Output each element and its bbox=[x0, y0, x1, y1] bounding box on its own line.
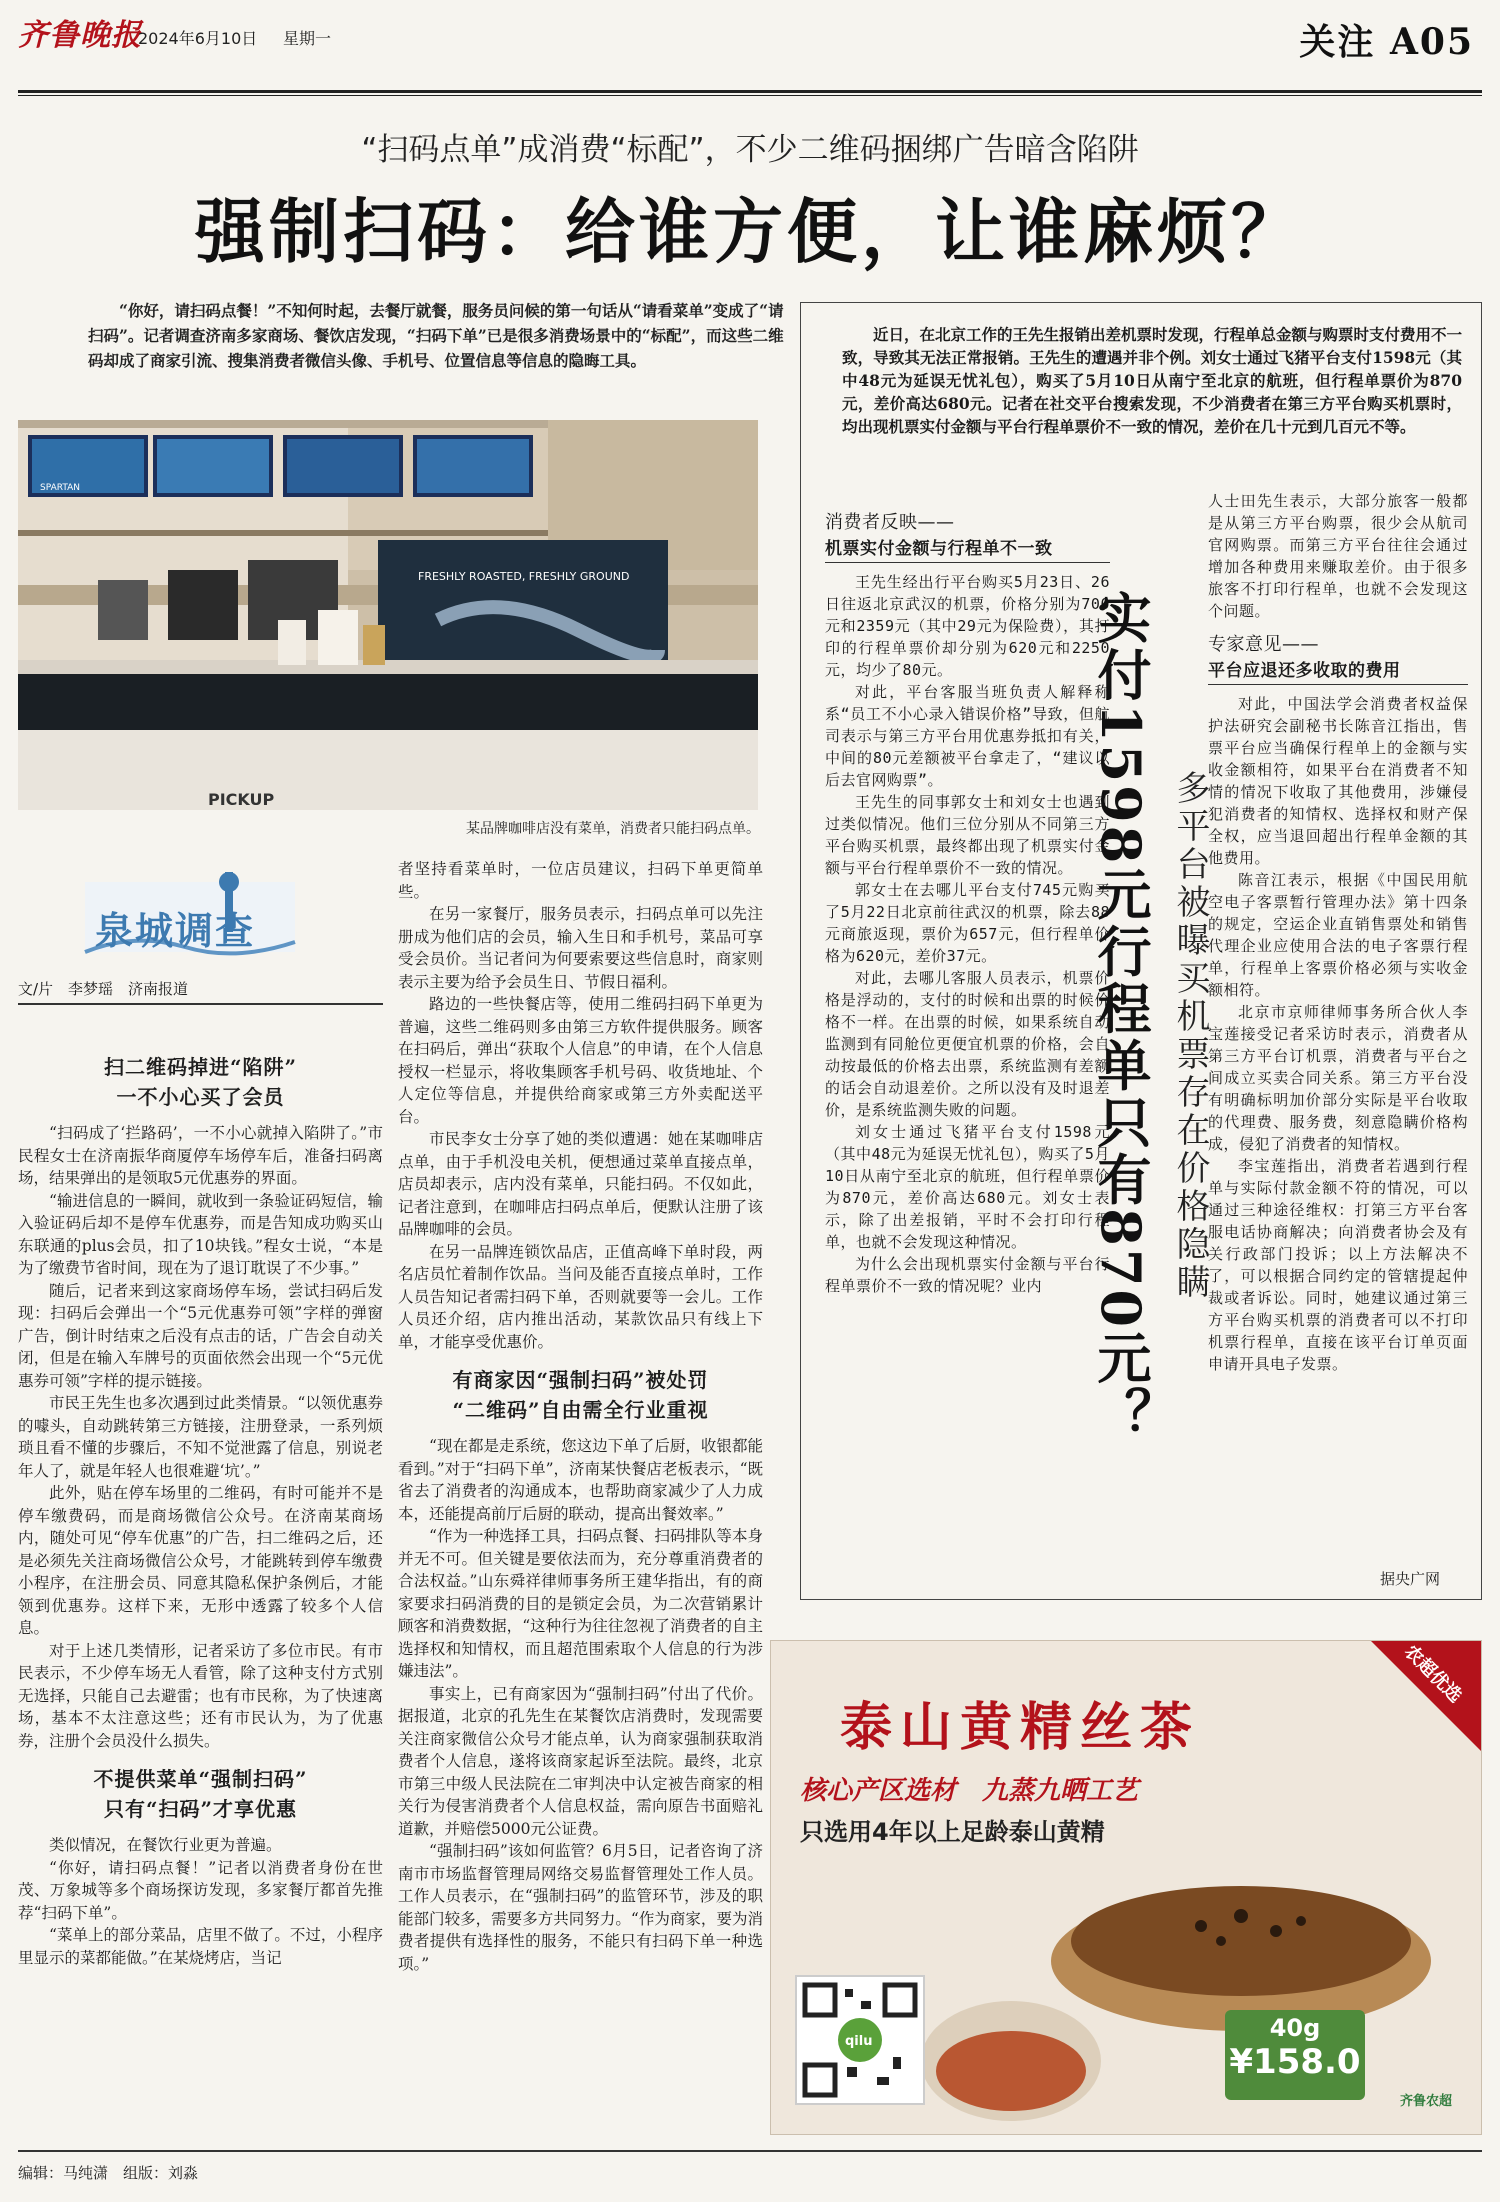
article-source: 据央广网 bbox=[1380, 1570, 1441, 1588]
paragraph: “作为一种选择工具，扫码点餐、扫码排队等本身并无不可。但关键是要依法而为，充分尊重消费者的合法权益。”山东舜祥律师事务所王建华指出，有的商家要求扫码消费的目的是锁定会员，为二次营销累计顾客和消费数据，“这种行为往往忽视了消费者的自主选择权和知情权，而且超范围索取个人信息的行为涉嫌违法”。 bbox=[398, 1527, 763, 1680]
sidebar-vertical-subtitle: 多平台被曝买机票存在价格隐瞒 bbox=[1170, 770, 1210, 1302]
paragraph: 为什么会出现机票实付金额与平台行程单票价不一致的情况呢？业内 bbox=[825, 1255, 1110, 1295]
qr-code[interactable] bbox=[795, 1975, 925, 2105]
header-rule-thin bbox=[18, 95, 1482, 96]
paragraph: 事实上，已有商家因为“强制扫码”付出了代价。据报道，北京的孔先生在某餐饮店消费时，发现需要关注商家微信公众号才能点单，认为商家强制获取消费者个人信息，遂将该商家起诉至法院。最终，北京市第三中级人民法院在二审判决中认定被告商家的相关行为侵害消费者个人信息权益，需向原告书面赔礼道歉，并赔偿5000元公证费。 bbox=[398, 1684, 763, 1838]
sidebar-column-1 bbox=[825, 510, 1110, 1297]
masthead bbox=[18, 10, 1482, 84]
ad-weight: 40g bbox=[1269, 2014, 1321, 2042]
section-name: 关注 bbox=[1299, 21, 1376, 63]
article-column-2 bbox=[398, 858, 763, 1975]
paragraph: 陈音江表示，根据《中国民用航空电子客票暂行管理办法》第十四条的规定，空运企业直销售票处和销售代理企业应使用合法的电子客票行程单，行程单上客票价格必须与实收金额相符。 bbox=[1208, 871, 1468, 999]
footer-rule bbox=[18, 2150, 1482, 2152]
paragraph: 市民李女士分享了她的类似遭遇：她在某咖啡店点单，由于手机没电关机，便想通过菜单直接点单，店员却表示，店内没有菜单，只能扫码。不仅如此，记者注意到，在咖啡店扫码点单后，便默认注册了该品牌咖啡的会员。 bbox=[398, 1130, 763, 1238]
paragraph: 李宝莲指出，消费者若遇到行程单与实际付款金额不符的情况，可以通过三种途径维权：打第三方平台客服电话协商解决；向消费者协会及有关行政部门投诉；以上方法解决不了，可以根据合同约定的管辖提起仲裁或者诉讼。同时，她建议通过第三方平台购买机票的消费者可以不打印机票行程单，直接在该平台订单页面申请开具电子发票。 bbox=[1208, 1157, 1468, 1373]
paragraph: 王先生的同事郭女士和刘女士也遇到过类似情况。他们三位分别从不同第三方平台购买机票，最终都出现了机票实付金额与平台行程单票价不一致的情况。 bbox=[825, 793, 1110, 877]
ad-subtagline: 只选用4年以上足龄泰山黄精 bbox=[800, 1818, 1105, 1846]
paragraph: 者坚持看菜单时，一位店员建议，扫码下单更简单些。 bbox=[398, 860, 763, 901]
photo-caption: 某品牌咖啡店没有菜单，消费者只能扫码点单。 bbox=[466, 821, 760, 837]
coffee-shop-illustration bbox=[18, 420, 758, 810]
ad-tagline: 核心产区选材 九蒸九晒工艺 bbox=[800, 1776, 1139, 1806]
editor-credit: 编辑：马纯潇 组版：刘淼 bbox=[18, 2164, 199, 2182]
paragraph: “现在都是走系统，您这边下单了后厨，收银都能看到。”对于“扫码下单”，济南某快餐店老板表示，“既省去了消费者的沟通成本，也帮助商家减少了人力成本，还能提高前厅后厨的联动，提高出餐效率。” bbox=[398, 1437, 763, 1523]
paragraph: 市民王先生也多次遇到过此类情景。“以领优惠券的噱头，自动跳转第三方链接，注册登录，一系列烦琐且看不懂的步骤后，不知不觉泄露了信息，别说老年人了，就是年轻人也很难避‘坑’。” bbox=[18, 1394, 383, 1480]
paragraph: “输进信息的一瞬间，就收到一条验证码短信，输入验证码后却不是停车优惠券，而是告知成功购买山东联通的plus会员，扣了10块钱。”程女士说，“本是为了缴费节省时间，现在为了退订耽误了不少事。” bbox=[18, 1191, 383, 1277]
paragraph: “你好，请扫码点餐！”记者以消费者身份在世茂、万象城等多个商场探访发现，多家餐厅都首先推荐“扫码下单”。 bbox=[18, 1858, 383, 1922]
paragraph: “扫码成了‘拦路码’，一不小心就掉入陷阱了。”市民程女士在济南振华商厦停车场停车后，准备扫码离场，结果弹出的是领取5元优惠券的界面。 bbox=[18, 1124, 383, 1187]
article-lead: “你好，请扫码点餐！”不知何时起，去餐厅就餐，服务员问候的第一句话从“请看菜单”变成了“请扫码”。记者调查济南多家商场、餐饮店发现，“扫码下单”已是很多消费场景中的“标配”，而这些二维码却成了商家引流、搜集消费者微信头像、手机号、位置信息等信息的隐晦工具。 bbox=[88, 301, 784, 370]
paragraph: 对此，中国法学会消费者权益保护法研究会副秘书长陈音江指出，售票平台应当确保行程单上的金额与实收金额相符，如果平台在消费者不知情的情况下收取了其他费用，涉嫌侵犯消费者的知情权、选择权和财产保全权，应当退回超出行程单金额的其他费用。 bbox=[1208, 695, 1468, 867]
section-label bbox=[1299, 14, 1474, 65]
issue-weekday: 星期一 bbox=[283, 29, 332, 48]
article-column-1 bbox=[18, 1040, 383, 1969]
paragraph: 郭女士在去哪儿平台支付745元购买了5月22日北京前往武汉的机票，除去88元商旅返现，票价为657元，但行程单价格为620元，差价37元。 bbox=[825, 881, 1110, 965]
ad-price-box bbox=[1225, 2010, 1365, 2100]
ad-corner-badge: 农超优选 bbox=[1400, 1641, 1466, 1707]
article-kicker: “扫码点单”成消费“标配”，不少二维码捆绑广告暗含陷阱 bbox=[361, 132, 1139, 168]
ad-price: ¥158.0 bbox=[1229, 2042, 1361, 2082]
paragraph: 此外，贴在停车场里的二维码，有时可能并不是停车缴费码，而是商场微信公众号。在济南某商场内，随处可见“停车优惠”的广告，扫二维码之后，还是必须先关注商场微信公众号，才能跳转到停车缴费小程序，在注册会员、同意其隐私保护条例后，才能领到优惠券。这样下来，无形中透露了较多个人信息。 bbox=[18, 1484, 383, 1637]
paragraph: 北京市京师律师事务所合伙人李宝莲接受记者采访时表示，消费者从第三方平台订机票，消费者与平台之间成立买卖合同关系。第三方平台没有明确标明加价部分实际是平台收取的代理费、服务费，刻意隐瞒价格构成，侵犯了消费者的知情权。 bbox=[1208, 1003, 1468, 1153]
subhead-3: 有商家因“强制扫码”被处罚 “二维码”自由需全行业重视 bbox=[452, 1368, 709, 1422]
qr-label: qilu bbox=[845, 2034, 873, 2049]
sidebar-intro: 近日，在北京工作的王先生报销出差机票时发现，行程单总金额与购票时支付费用不一致，导致其无法正常报销。王先生的遭遇并非个例。刘女士通过飞猪平台支付1598元（其中48元为延误无忧礼包），购买了5月10日从南宁至北京的航班，但行程单票价为870元，差价高达680元。记者在社交平台搜索发现，不少消费者在第三方平台购买机票时，均出现机票实付金额与平台行程单票价不一致的情况，差价在几十元到几百元不等。 bbox=[842, 325, 1463, 436]
sidebar-subkicker-1: 消费者反映—— bbox=[825, 512, 955, 533]
header-rule bbox=[18, 90, 1482, 93]
counter-label: PICKUP bbox=[208, 790, 275, 809]
ad-title: 泰山黄精丝茶 bbox=[840, 1697, 1201, 1758]
sidebar-vertical-title: 实付1598元行程单只有870元？ bbox=[1089, 590, 1153, 1445]
coffee-shop-photo bbox=[18, 420, 758, 810]
issue-date: 2024年6月10日 bbox=[138, 29, 258, 48]
paragraph: 对此，平台客服当班负责人解释称系“员工不小心录入错误价格”导致，但航司表示与第三方平台用优惠券抵扣有关，中间的80元差额被平台拿走了，“建议以后去官网购票”。 bbox=[825, 683, 1110, 789]
sidebar-subhead-1: 机票实付金额与行程单不一致 bbox=[825, 536, 1110, 563]
sidebar-subkicker-2: 专家意见—— bbox=[1208, 634, 1319, 655]
ad-brand: 齐鲁农超 bbox=[1400, 2094, 1453, 2109]
paragraph: 对此，去哪儿客服人员表示，机票价格是浮动的，支付的时候和出票的时候价格不一样。在出票的时候，如果系统自动监测到有同舱位更便宜机票的价格，会自动按最低的价格去出票，系统监测有差额的话会自动退差价。之所以没有及时退差价，是系统监测失败的问题。 bbox=[825, 969, 1110, 1119]
screen-brand: SPARTAN bbox=[40, 483, 81, 493]
paragraph: 刘女士通过飞猪平台支付1598元（其中48元为延误无忧礼包），购买了5月10日从南宁至北京的航班，但行程单票价为870元，差价高达680元。刘女士表示，除了出差报销，平时不会打印行程单，也就不会发现这种情况。 bbox=[825, 1123, 1110, 1251]
paragraph: 在另一品牌连锁饮品店，正值高峰下单时段，两名店员忙着制作饮品。当问及能否直接点单时，工作人员告知记者需扫码下单，否则就要等一会儿。工作人员还介绍，店内推出活动，某款饮品只有线上下单，才能享受优惠价。 bbox=[398, 1242, 763, 1351]
page-number: A05 bbox=[1389, 21, 1474, 63]
subhead-2: 不提供菜单“强制扫码” 只有“扫码”才享优惠 bbox=[93, 1767, 308, 1821]
paragraph: “强制扫码”该如何监管？6月5日，记者咨询了济南市市场监督管理局网络交易监督管理处工作人员。工作人员表示，在“强制扫码”的监管环节，涉及的职能部门较多，需要多方共同努力。“作为商家，要为消费者提供有选择性的服务，不能只有扫码下单一种选项。” bbox=[398, 1842, 763, 1973]
subhead-1: 扫二维码掉进“陷阱” 一不小心买了会员 bbox=[103, 1055, 297, 1109]
sidebar-subhead-2: 平台应退还多收取的费用 bbox=[1208, 658, 1468, 685]
paragraph: 随后，记者来到这家商场停车场，尝试扫码后发现：扫码后会弹出一个“5元优惠券可领”字样的弹窗广告，倒计时结束之后没有点击的话，广告会自动关闭，但是在输入车牌号的页面依然会出现一个“5元优惠券可领”字样的提示链接。 bbox=[18, 1281, 383, 1390]
sidebar-column-3 bbox=[1208, 490, 1468, 1375]
paragraph: 对于上述几类情形，记者采访了多位市民。有市民表示，不少停车场无人看管，除了这种支付方式别无选择，只能自己去避雷；也有市民称，为了快速离场，基本不太注意这些；还有市民认为，为了优惠券，注册个会员没什么损失。 bbox=[18, 1641, 383, 1750]
paragraph: 王先生经出行平台购买5月23日、26日往返北京武汉的机票，价格分别为700元和2359元（其中29元为保险费），其打印的行程单票价却分别为620元和2250元，均少了80元。 bbox=[825, 573, 1110, 679]
paragraph: 类似情况，在餐饮行业更为普遍。 bbox=[49, 1836, 282, 1854]
paragraph: “菜单上的部分菜品，店里不做了。不过，小程序里显示的菜都能做。”在某烧烤店，当记 bbox=[18, 1926, 383, 1967]
byline: 文/片 李梦瑶 济南报道 bbox=[18, 978, 383, 1005]
paragraph: 人士田先生表示，大部分旅客一般都是从第三方平台购票，很少会从航司官网购票。而第三方平台往往会通过增加各种费用来赚取差价。由于很多旅客不打印行程单，也就不会发现这个问题。 bbox=[1208, 492, 1468, 620]
qr-code-graphic bbox=[797, 1977, 923, 2103]
article-headline: 强制扫码：给谁方便，让谁麻烦？ bbox=[195, 190, 1305, 273]
wall-sign: FRESHLY ROASTED, FRESHLY GROUND bbox=[418, 570, 630, 583]
paragraph: 在另一家餐厅，服务员表示，扫码点单可以先注册成为他们店的会员，输入生日和手机号，菜品可享受会员价。当记者问为何要索要这些信息时，商家则表示主要为给予会员生日、节假日福利。 bbox=[398, 905, 763, 991]
newspaper-logo: 齐鲁晚报 bbox=[18, 18, 142, 53]
column-logo-text: 泉城调查 bbox=[95, 908, 256, 953]
paragraph: 路边的一些快餐店等，使用二维码扫码下单更为普遍，这些二维码则多由第三方软件提供服务。顾客在扫码后，弹出“获取个人信息”的申请，在个人信息授权一栏显示，将收集顾客手机号码、收货地址、个人定位等信息，并提供给商家或第三方外卖配送平台。 bbox=[398, 995, 763, 1126]
